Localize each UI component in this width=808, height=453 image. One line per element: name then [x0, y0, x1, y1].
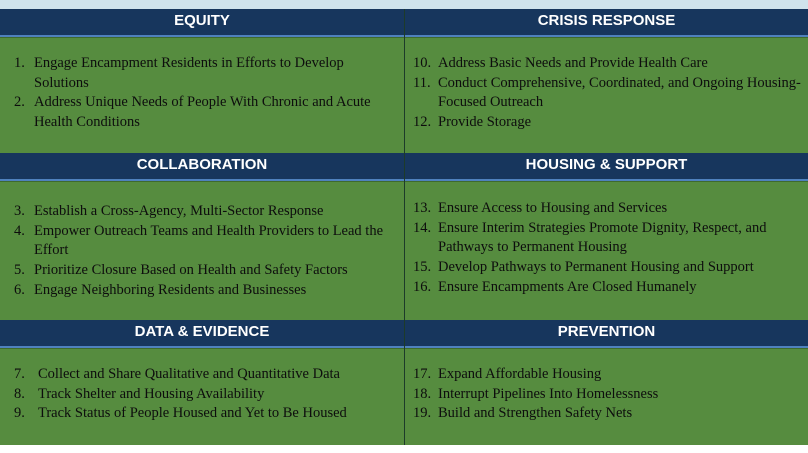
top-band — [0, 0, 808, 9]
equity-list — [14, 54, 390, 133]
item-number: 3. — [14, 203, 25, 219]
item-number: 7. — [14, 366, 25, 382]
item-text: Conduct Comprehensive, Coordinated, and Ongoing Housing-Focused Outreach — [438, 74, 801, 111]
data-evidence-heading: DATA & EVIDENCE — [0, 320, 404, 348]
item-text: Track Status of People Housed and Yet to Be Housed — [38, 405, 347, 422]
item-text: Ensure Interim Strategies Promote Dignity, Respect, and Pathways to Permanent Housing — [438, 219, 767, 256]
list-item — [14, 365, 390, 385]
item-number: 4. — [14, 222, 25, 239]
item-text: Establish a Cross-Agency, Multi-Sector Response — [34, 203, 324, 219]
list-item — [413, 278, 804, 298]
prevention-list — [413, 365, 802, 424]
item-number: 2. — [14, 94, 25, 111]
item-number: 17. — [413, 366, 432, 382]
item-text: Develop Pathways to Permanent Housing and Support — [438, 259, 754, 276]
item-number: 6. — [14, 281, 25, 298]
item-text: Engage Neighboring Residents and Businesses — [34, 281, 307, 298]
list-item — [413, 385, 802, 405]
data-evidence-list — [14, 365, 390, 424]
crisis-response-heading: CRISIS RESPONSE — [405, 9, 808, 37]
data-evidence-panel — [0, 348, 404, 445]
equity-panel — [0, 37, 404, 153]
list-item — [14, 202, 390, 222]
item-number: 1. — [14, 55, 25, 71]
column-divider — [404, 9, 405, 445]
list-item — [413, 365, 802, 385]
collaboration-panel — [0, 181, 404, 320]
item-number: 10. — [413, 55, 432, 71]
item-text: Interrupt Pipelines Into Homelessness — [438, 385, 659, 402]
housing-support-panel — [405, 181, 808, 320]
item-text: Engage Encampment Residents in Efforts to Develop Solutions — [34, 55, 344, 91]
equity-heading: EQUITY — [0, 9, 404, 37]
collaboration-list — [14, 202, 390, 301]
item-text: Empower Outreach Teams and Health Providers to Lead the Effort — [34, 222, 384, 259]
collaboration-heading: COLLABORATION — [0, 153, 404, 181]
list-item — [413, 404, 802, 424]
list-item — [413, 258, 804, 278]
item-text: Prioritize Closure Based on Health and Safety Factors — [34, 262, 348, 279]
item-number: 16. — [413, 278, 432, 295]
item-text: Provide Storage — [438, 114, 532, 131]
list-item — [413, 74, 802, 113]
item-number: 9. — [14, 405, 25, 422]
list-item — [14, 281, 390, 301]
housing-support-list — [413, 199, 804, 298]
list-item — [413, 113, 802, 133]
list-item — [14, 385, 390, 405]
item-number: 19. — [413, 405, 432, 422]
item-number: 8. — [14, 385, 25, 402]
item-number: 11. — [413, 74, 431, 91]
list-item — [14, 54, 390, 93]
item-number: 5. — [14, 262, 25, 279]
list-item — [413, 54, 802, 74]
item-text: Build and Strengthen Safety Nets — [438, 405, 633, 422]
item-number: 13. — [413, 200, 432, 216]
bottom-margin — [0, 445, 808, 453]
item-number: 15. — [413, 259, 432, 276]
item-text: Ensure Access to Housing and Services — [438, 200, 668, 216]
item-text: Collect and Share Qualitative and Quantitative Data — [38, 366, 340, 382]
item-number: 14. — [413, 219, 432, 236]
list-item — [14, 222, 390, 261]
item-text: Track Shelter and Housing Availability — [38, 385, 265, 402]
item-number: 12. — [413, 114, 432, 131]
list-item — [413, 219, 804, 258]
prevention-heading: PREVENTION — [405, 320, 808, 348]
housing-support-heading: HOUSING & SUPPORT — [405, 153, 808, 181]
list-item — [413, 199, 804, 219]
item-text: Address Unique Needs of People With Chronic and Acute Health Conditions — [34, 94, 371, 131]
list-item — [14, 93, 390, 132]
list-item — [14, 404, 390, 424]
item-number: 18. — [413, 385, 432, 402]
prevention-panel — [405, 348, 808, 445]
list-item — [14, 261, 390, 281]
item-text: Address Basic Needs and Provide Health Care — [438, 55, 708, 71]
strategy-table — [0, 9, 808, 445]
item-text: Expand Affordable Housing — [438, 366, 602, 382]
crisis-response-panel — [405, 37, 808, 153]
item-text: Ensure Encampments Are Closed Humanely — [438, 278, 697, 295]
crisis-response-list — [413, 54, 802, 133]
